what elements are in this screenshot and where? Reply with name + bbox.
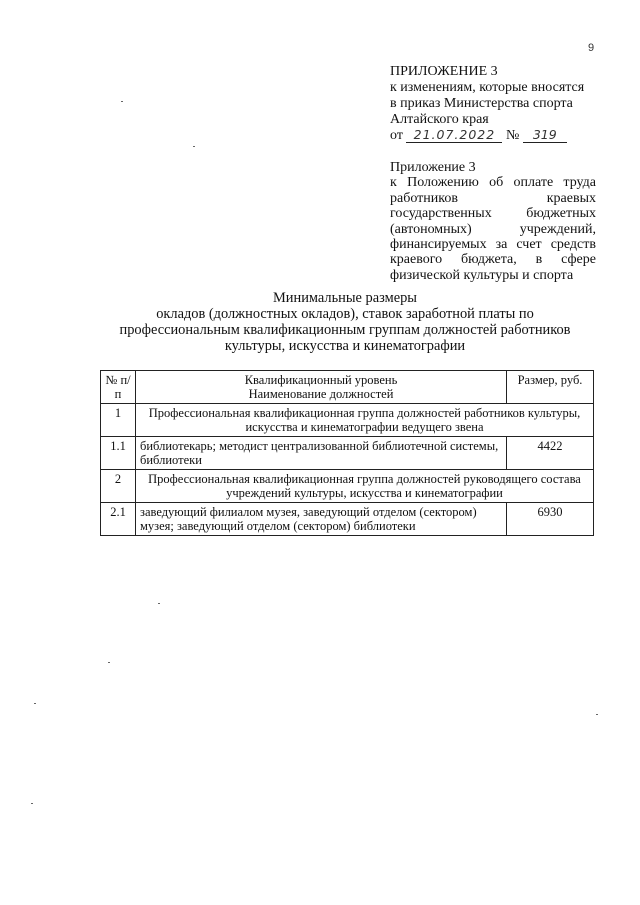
number-prefix: №	[505, 128, 520, 143]
table-header-row	[101, 371, 594, 404]
header-num: № п/п	[101, 371, 136, 404]
appendix-line-2: в приказ Министерства спорта	[390, 96, 573, 111]
table-row	[101, 437, 594, 470]
scan-speck	[108, 662, 110, 663]
scan-speck	[193, 146, 195, 147]
order-date-line	[390, 128, 600, 144]
scan-speck	[34, 703, 36, 704]
row-num: 1.1	[101, 437, 136, 470]
title-line-1: Минимальные размеры	[273, 290, 417, 306]
handwritten-date: 21.07.2022	[406, 128, 502, 143]
appendix-sub-line-5: финансируемых за счет средств	[390, 237, 596, 253]
group-num: 1	[101, 404, 136, 437]
appendix-header	[390, 64, 600, 144]
group-row	[101, 470, 594, 503]
scan-speck	[158, 603, 160, 604]
group-name: Профессиональная квалификационная группа должностей руководящего состава учреждений культуры, искусства и кинематографии	[136, 470, 594, 503]
scan-speck	[31, 803, 33, 804]
salary-table	[100, 370, 594, 536]
row-size: 6930	[507, 503, 594, 536]
scan-speck	[121, 101, 123, 102]
handwritten-number: 319	[523, 128, 567, 143]
group-row	[101, 404, 594, 437]
header-size: Размер, руб.	[507, 371, 594, 404]
header-name	[136, 371, 507, 404]
row-position-name: заведующий филиалом музея, заведующий отделом (сектором) музея; заведующий отделом (сектором) библиотеки	[136, 503, 507, 536]
header-name-line-1: Квалификационный уровень	[244, 373, 398, 387]
appendix-title: ПРИЛОЖЕНИЕ 3	[390, 64, 498, 79]
title-line-3: профессиональным квалификационным группам должностей работников	[119, 322, 571, 338]
appendix-sub-line-7: физической культуры и спорта	[390, 267, 574, 283]
document-title	[100, 290, 590, 354]
appendix-line-1: к изменениям, которые вносятся	[390, 80, 585, 95]
row-position-name: библиотекарь; методист централизованной библиотечной системы, библиотеки	[136, 437, 507, 470]
appendix-sub-line-3: государственных бюджетных	[390, 206, 596, 222]
appendix-sub-line-1: к Положению об оплате труда	[390, 175, 596, 191]
appendix-sub-line-2: работников краевых	[390, 190, 596, 206]
appendix-sub-line-4: (автономных) учреждений,	[390, 221, 596, 237]
appendix-line-3: Алтайского края	[390, 112, 489, 127]
date-prefix: от	[390, 128, 403, 143]
title-line-4: культуры, искусства и кинематографии	[224, 338, 466, 354]
row-num: 2.1	[101, 503, 136, 536]
appendix-sub-title: Приложение 3	[390, 160, 476, 175]
header-name-line-2: Наименование должностей	[248, 387, 394, 401]
row-size: 4422	[507, 437, 594, 470]
title-line-2: окладов (должностных окладов), ставок заработной платы по	[156, 306, 534, 322]
appendix-sub	[390, 160, 596, 283]
group-name: Профессиональная квалификационная группа должностей работников культуры, искусства и кинематографии ведущего звена	[136, 404, 594, 437]
table-row	[101, 503, 594, 536]
group-num: 2	[101, 470, 136, 503]
scan-speck	[596, 714, 598, 715]
page-number: 9	[588, 42, 595, 54]
appendix-sub-line-6: краевого бюджета, в сфере	[390, 252, 596, 268]
